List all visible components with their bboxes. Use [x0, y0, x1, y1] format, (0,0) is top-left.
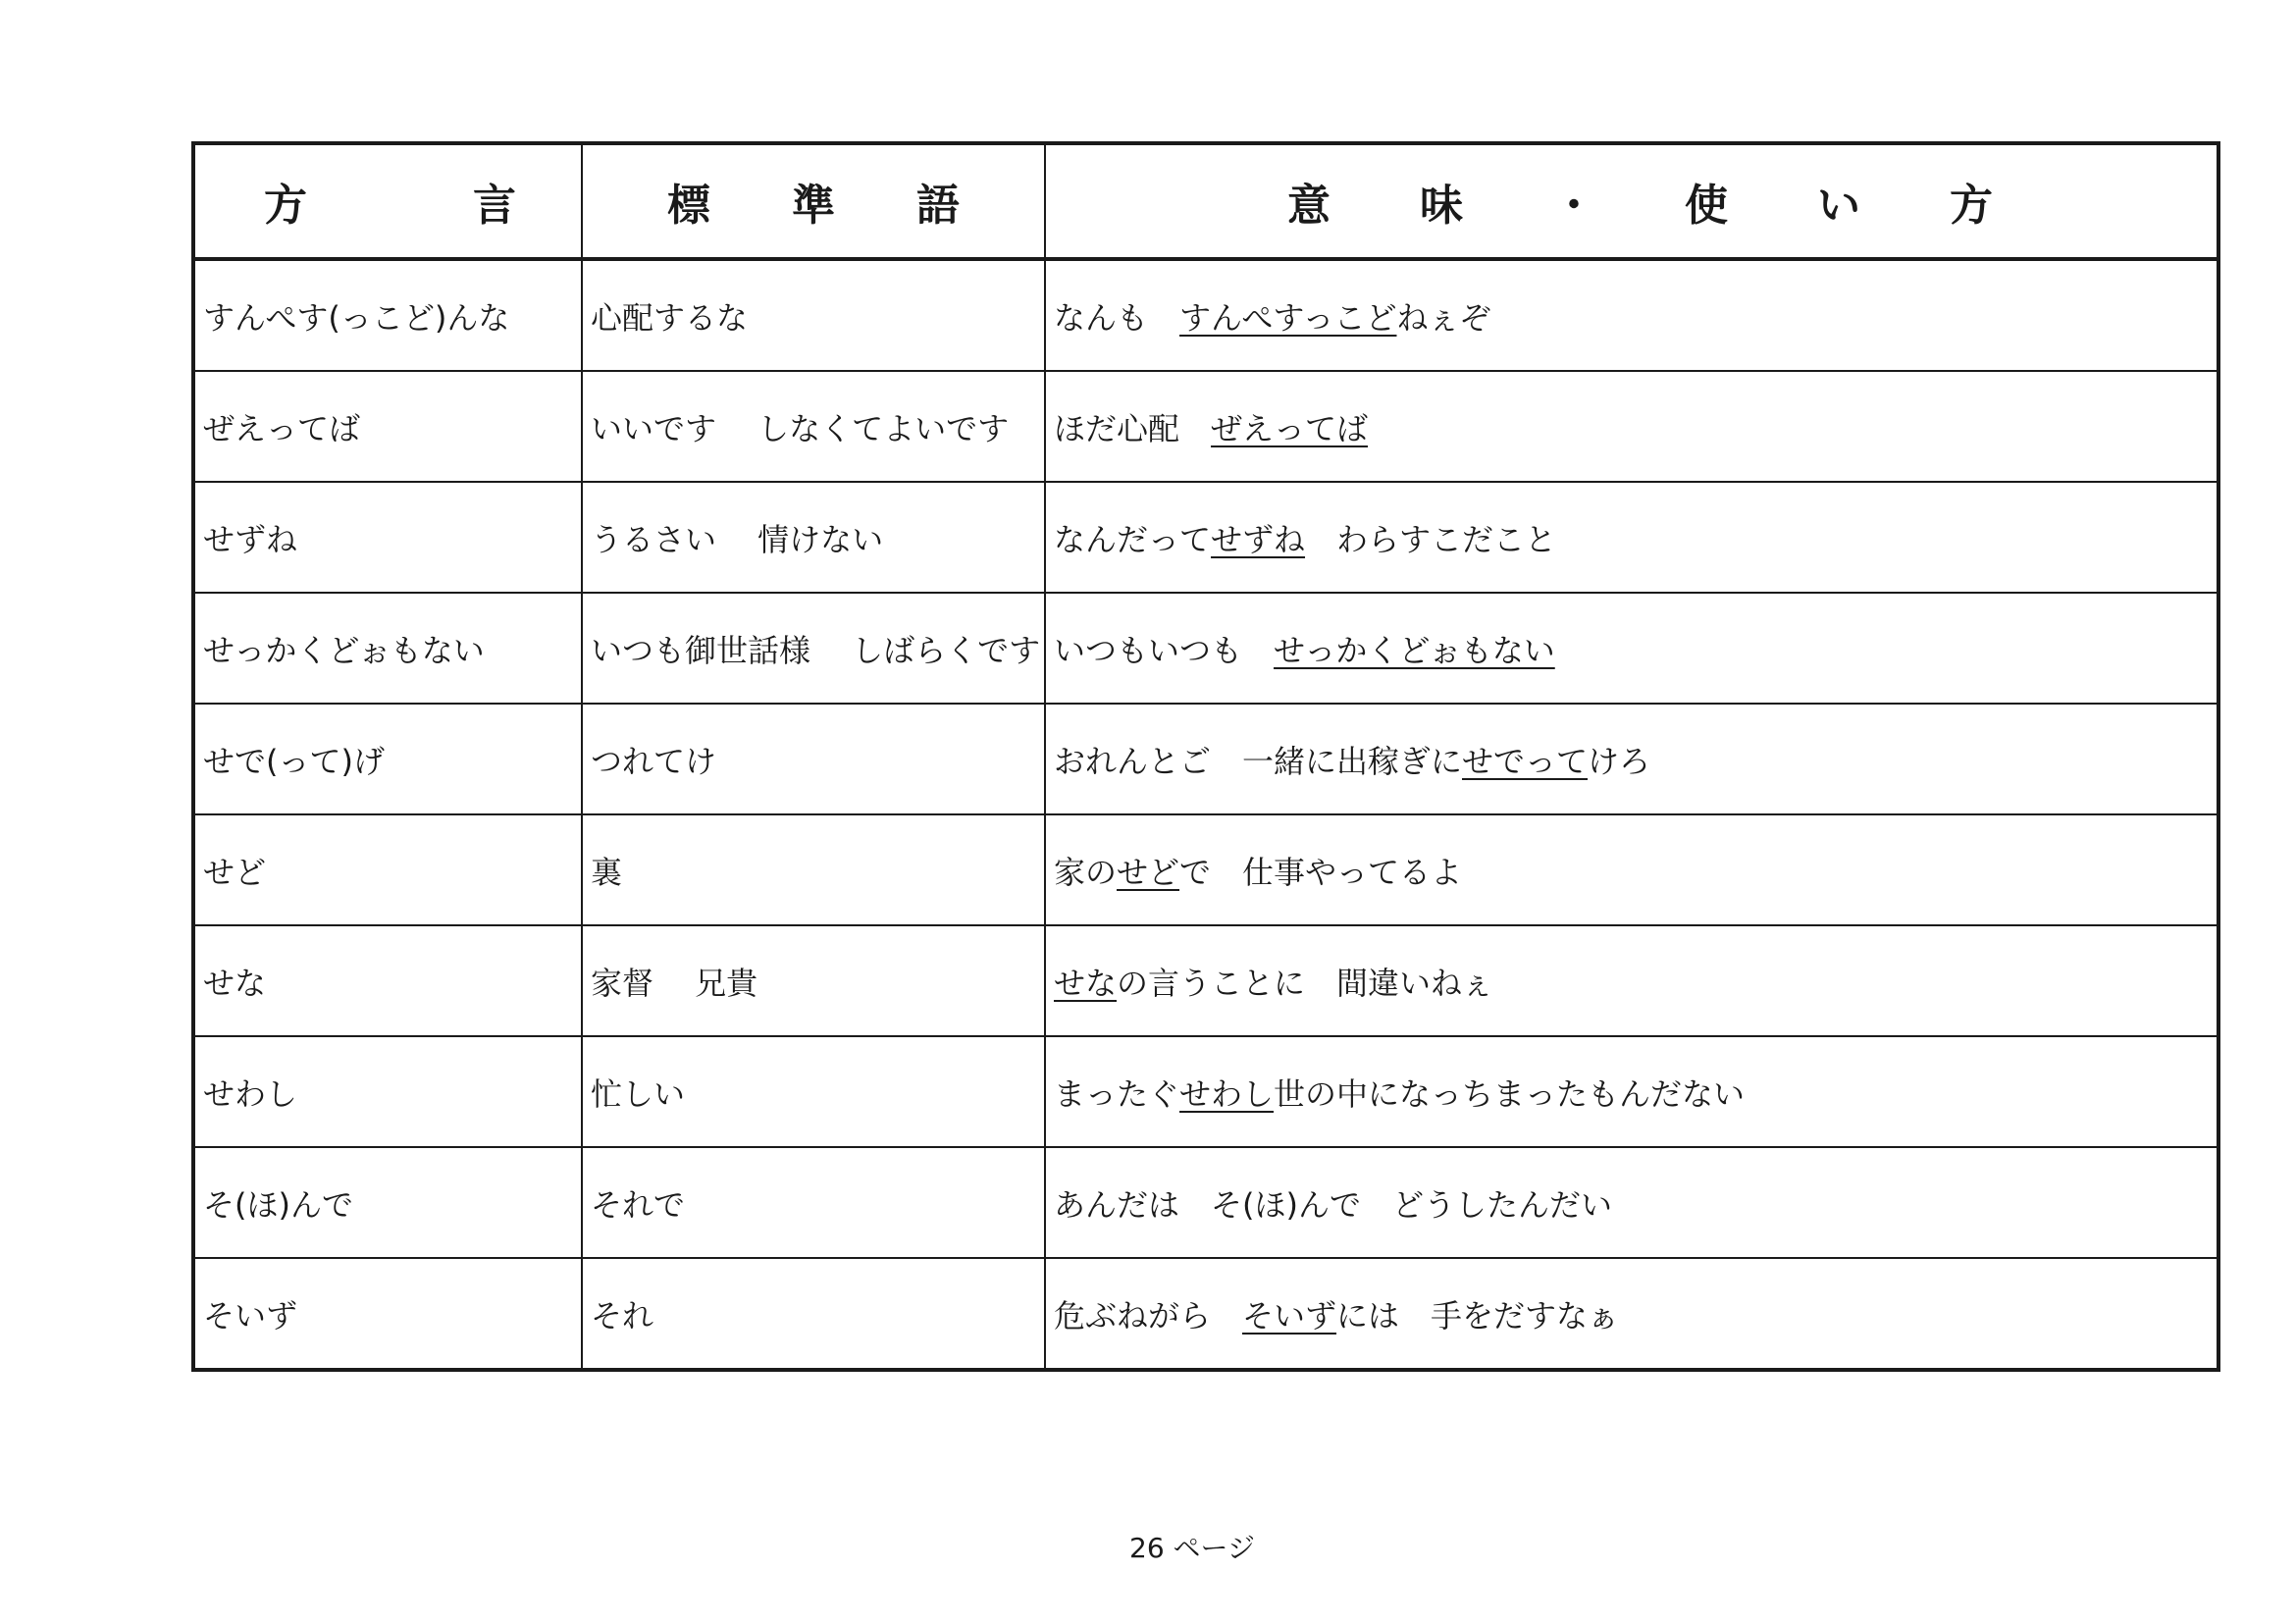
usage-highlight: そいず	[1242, 1296, 1337, 1335]
header-standard	[582, 143, 1045, 259]
usage-cell	[1045, 1258, 2218, 1370]
dialect-cell: そ(ほ)んで	[193, 1147, 582, 1258]
standard-cell: 家督 兄貴	[582, 925, 1045, 1036]
table-row	[193, 925, 2218, 1036]
usage-text: なんだって	[1054, 520, 1212, 558]
usage-text: けろ	[1588, 742, 1651, 780]
standard-cell: 裏	[582, 814, 1045, 925]
usage-cell	[1045, 593, 2218, 704]
dialect-cell: すんぺす(っこど)んな	[193, 259, 582, 371]
standard-cell: うるさい 情けない	[582, 482, 1045, 593]
standard-cell: それで	[582, 1147, 1045, 1258]
table-row	[193, 259, 2218, 371]
usage-highlight: せっかくどぉもない	[1274, 631, 1555, 669]
usage-text: の言うことに 間違いねぇ	[1117, 964, 1494, 1002]
table-row	[193, 704, 2218, 814]
dialect-cell: せな	[193, 925, 582, 1036]
usage-highlight: せわし	[1179, 1074, 1275, 1113]
table-row	[193, 1036, 2218, 1147]
table-row	[193, 1147, 2218, 1258]
header-dialect-label	[205, 170, 571, 233]
usage-text: わらすこだこと	[1305, 520, 1557, 558]
table-body	[193, 259, 2218, 1370]
header-standard-label	[593, 170, 1034, 233]
usage-cell	[1045, 814, 2218, 925]
usage-cell	[1045, 259, 2218, 371]
table-row	[193, 371, 2218, 482]
header-usage-label	[1056, 170, 2207, 233]
header-char: 味	[1420, 181, 1463, 231]
usage-text: おれんとご 一緒に出稼ぎに	[1054, 742, 1463, 780]
header-char: 標	[667, 181, 710, 231]
standard-cell: それ	[582, 1258, 1045, 1370]
usage-text: ねぇぞ	[1396, 298, 1491, 337]
usage-text: 世の中になっちまったもんだない	[1274, 1074, 1746, 1113]
dialect-cell: せずね	[193, 482, 582, 593]
header-dialect	[193, 143, 582, 259]
usage-text: まったぐ	[1054, 1074, 1180, 1113]
usage-cell	[1045, 371, 2218, 482]
table-row	[193, 1258, 2218, 1370]
standard-cell: いいです しなくてよいです	[582, 371, 1045, 482]
header-char: 方	[264, 181, 307, 231]
dialect-table	[191, 141, 2220, 1372]
header-char: ・	[1552, 181, 1595, 231]
header-char: 使	[1685, 181, 1728, 231]
header-row	[193, 143, 2218, 259]
dialect-cell: ぜえってば	[193, 371, 582, 482]
header-char: 語	[916, 181, 960, 231]
usage-text: なんも	[1054, 298, 1180, 337]
usage-highlight: せど	[1117, 853, 1180, 891]
usage-text: ほだ心配	[1054, 409, 1212, 447]
usage-highlight: せな	[1054, 964, 1118, 1002]
table-row	[193, 593, 2218, 704]
table-row	[193, 482, 2218, 593]
usage-text: には 手をだすなぁ	[1336, 1296, 1620, 1335]
usage-cell	[1045, 1036, 2218, 1147]
header-char: 意	[1287, 181, 1331, 231]
usage-text: いつもいつも	[1054, 631, 1275, 669]
header-char: 準	[792, 181, 835, 231]
usage-cell	[1045, 482, 2218, 593]
standard-cell: 忙しい	[582, 1036, 1045, 1147]
header-usage	[1045, 143, 2218, 259]
usage-highlight: せでって	[1462, 742, 1589, 780]
usage-cell	[1045, 925, 2218, 1036]
usage-text: あんだは そ(ほ)んで どうしたんだい	[1054, 1185, 1612, 1224]
usage-text: 家の	[1054, 853, 1118, 891]
usage-text: で 仕事やってるよ	[1179, 853, 1463, 891]
header-char: い	[1817, 181, 1860, 231]
usage-highlight: ぜえってば	[1211, 409, 1369, 447]
dialect-cell: せで(って)げ	[193, 704, 582, 814]
usage-text: 危ぶねがら	[1054, 1296, 1243, 1335]
dialect-cell: そいず	[193, 1258, 582, 1370]
dialect-cell: せっかくどぉもない	[193, 593, 582, 704]
dialect-cell: せわし	[193, 1036, 582, 1147]
standard-cell: つれてけ	[582, 704, 1045, 814]
standard-cell: 心配するな	[582, 259, 1045, 371]
standard-cell: いつも御世話様 しばらくです	[582, 593, 1045, 704]
header-char: 方	[1950, 181, 1993, 231]
table-row	[193, 814, 2218, 925]
usage-highlight: すんぺすっこど	[1179, 298, 1397, 337]
table-header	[193, 143, 2218, 259]
usage-cell	[1045, 1147, 2218, 1258]
dialect-cell: せど	[193, 814, 582, 925]
header-char: 言	[473, 181, 516, 231]
usage-highlight: せずね	[1211, 520, 1306, 558]
page-number: 26 ページ	[1129, 1532, 1255, 1564]
usage-cell	[1045, 704, 2218, 814]
